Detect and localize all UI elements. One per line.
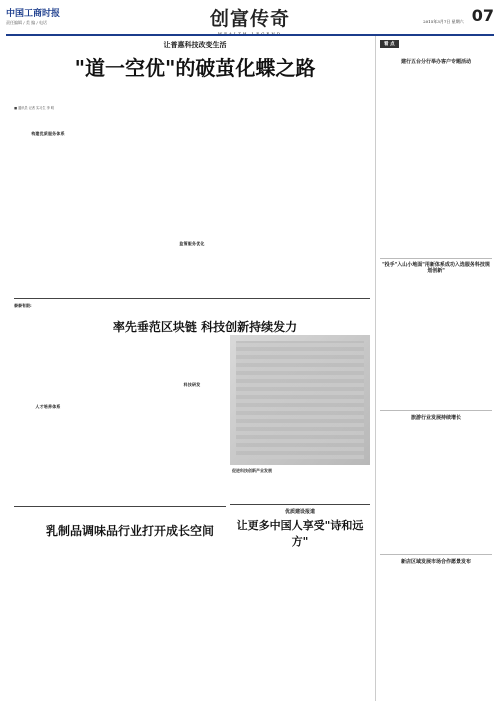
story2-kicker: 泰泰有限:: [14, 303, 32, 308]
story2-photo-caption: 促进科技创新产业发展: [232, 468, 272, 473]
section-divider-1: [14, 298, 370, 299]
lead-byline: ■ 通讯员 记者 实习生 李 明: [14, 106, 54, 110]
story4-kicker: 优质建设报道: [284, 509, 315, 515]
story3-column-3: [158, 540, 226, 701]
story3-column-1: [14, 540, 82, 701]
sidebar-item-title: 新店区域发展市场合作愿景发布: [400, 559, 471, 565]
factory-photo: [230, 335, 370, 465]
story2-column-2: [86, 335, 154, 503]
paper-sub: 责任编辑 / 美 编 / 电话: [6, 20, 48, 25]
story2-subhead-1: 人才培养体系: [35, 404, 61, 409]
section-divider-3: [14, 506, 226, 507]
section-title: 创富传奇: [209, 8, 290, 30]
section-divider-2: [230, 504, 370, 505]
lead-column-2: [86, 112, 154, 295]
lead-column-1: [14, 112, 82, 295]
story2-title: 率先垂范区块链 科技创新持续发力: [112, 320, 298, 334]
paper-name: 中国工商时报: [6, 9, 61, 19]
page-number: 07: [471, 6, 494, 25]
lead-column-4: [230, 90, 296, 295]
sidebar-divider: [380, 554, 492, 555]
story3-title: 乳制品调味品行业打开成长空间: [45, 524, 214, 538]
sidebar-item-body: [380, 278, 492, 408]
issue-date: 2015年3月7日 星期六: [423, 19, 464, 24]
sidebar-item-body: [380, 566, 492, 700]
lead-column-3: [158, 112, 226, 295]
sidebar-item-body: [380, 422, 492, 552]
sidebar-divider: [380, 258, 492, 259]
sidebar-tab: 看 点: [380, 40, 399, 48]
story3-column-2: [86, 540, 154, 701]
lead-subhead-2: 监管服务优化: [179, 241, 205, 246]
story4-title: 让更多中国人享受"诗和远方": [236, 519, 364, 548]
lead-subhead-1: 构建优质服务体系: [31, 131, 65, 136]
sidebar-item-body: [380, 66, 492, 256]
story2-column-1: [14, 335, 82, 503]
story4-column-1: [230, 535, 298, 701]
sidebar-item-title: 建行五台分行举办客户专题活动: [400, 59, 471, 65]
story4-column-2: [302, 535, 370, 701]
story2-column-3: [158, 335, 226, 503]
lead-column-5: [300, 90, 370, 295]
sidebar-divider: [380, 410, 492, 411]
sidebar-item-title: "投手"入山小地面"用新体系成功入选服务科技规划创新": [382, 262, 490, 274]
sidebar-item-title: 旅游行业发展持续增长: [410, 415, 461, 421]
page-info: [423, 6, 494, 25]
lead-title: "道一空优"的破茧化蝶之路: [74, 56, 316, 80]
lead-kicker: 让普惠科技改变生活: [163, 41, 227, 49]
story2-subhead-2: 科技研发: [183, 382, 201, 387]
story2-column-4: [230, 476, 370, 502]
